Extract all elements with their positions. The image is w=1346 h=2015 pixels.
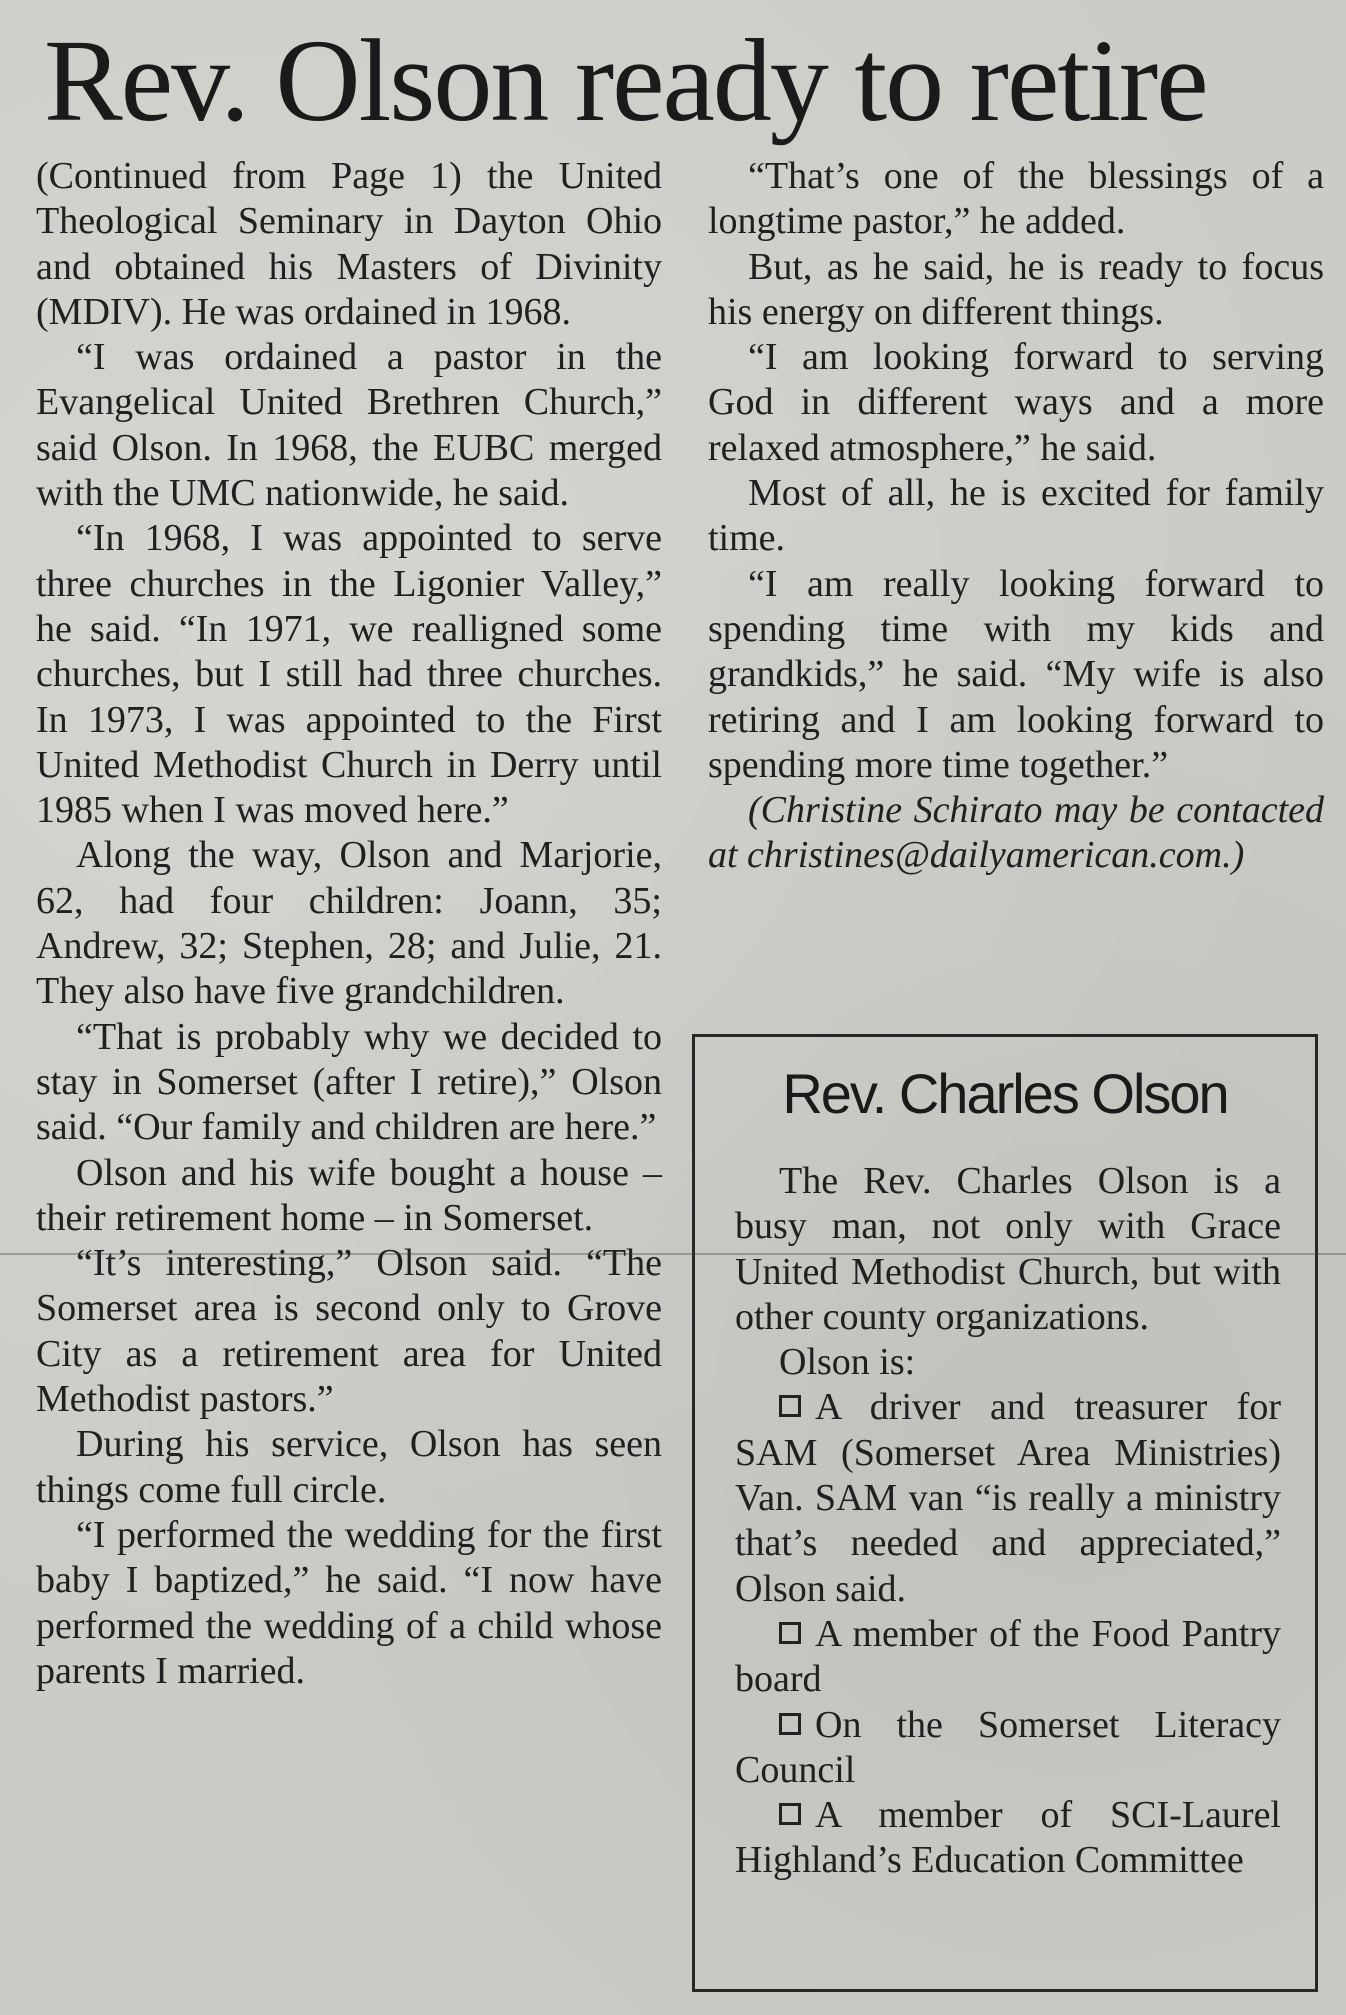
- article-left-column: [36, 154, 662, 1694]
- sidebar-list-item-text: On the Somerset Literacy Council: [735, 1703, 1281, 1791]
- checkbox-icon: [779, 1803, 801, 1825]
- sidebar-body: [735, 1159, 1281, 1884]
- article-paragraph: “It’s interesting,” Olson said. “The Somerset area is second only to Grove City as a retirement area for United Methodist pastors.”: [36, 1242, 662, 1421]
- article-paragraph: Along the way, Olson and Marjorie, 62, had four children: Joann, 35; Andrew, 32; Stephen, 28; and Julie, 21. They also have five grandchildren.: [36, 834, 662, 1013]
- sidebar-intro: The Rev. Charles Olson is a busy man, not only with Grace United Methodist Church, but with other county organizations.: [735, 1160, 1281, 1338]
- checkbox-icon: [779, 1713, 801, 1735]
- sidebar-lead: Olson is:: [779, 1341, 916, 1384]
- contact-note: (Christine Schirato may be contacted at christines@dailyamerican.com.): [708, 789, 1324, 877]
- checkbox-icon: [779, 1622, 801, 1644]
- sidebar-list-item-text: A member of the Food Pantry board: [735, 1612, 1281, 1701]
- checkbox-icon: [779, 1395, 801, 1417]
- article-paragraph: “That is probably why we decided to stay in Somerset (after I retire),” Olson said. “Our family and children are here.”: [36, 1015, 662, 1149]
- sidebar-list-item-text: A member of SCI-Laurel Highland’s Education Committee: [735, 1794, 1281, 1882]
- sidebar-list-item: [735, 1385, 1281, 1611]
- article-paragraph: Olson and his wife bought a house – their retirement home – in Somerset.: [36, 1151, 662, 1239]
- sidebar-list-item: [735, 1703, 1281, 1794]
- sidebar-list-item-text: A driver and treasurer for SAM (Somerset Area Ministries) Van. SAM van “is really a ministry that’s needed and appreciated,” Olson said.: [735, 1386, 1281, 1610]
- sidebar-list-item: [735, 1612, 1281, 1703]
- article-right-column: [708, 154, 1324, 879]
- article-paragraph: “I am looking forward to serving God in different ways and a more relaxed atmosphere,” he said.: [708, 336, 1324, 469]
- article-paragraph: But, as he said, he is ready to focus his energy on different things.: [708, 245, 1324, 333]
- article-paragraph: (Continued from Page 1) the United Theological Seminary in Dayton Ohio and obtained his Masters of Divinity (MDIV). He was ordained in 1968.: [36, 155, 662, 333]
- sidebar-box: [692, 1034, 1318, 1992]
- sidebar-list-item: [735, 1793, 1281, 1884]
- article-paragraph: During his service, Olson has seen things come full circle.: [36, 1423, 662, 1511]
- article-paragraph: “In 1968, I was appointed to serve three churches in the Ligonier Valley,” he said. “In 1971, we realligned some churches, but I still had three churches. In 1973, I was appointed to the First United Methodist Church in Derry until 1985 when I was moved here.”: [36, 517, 662, 832]
- headline: Rev. Olson ready to retire: [44, 15, 1207, 146]
- article-paragraph: “I performed the wedding for the first baby I baptized,” he said. “I now have performed the wedding of a child whose parents I married.: [36, 1513, 662, 1692]
- article-paragraph: Most of all, he is excited for family time.: [708, 472, 1324, 560]
- article-paragraph: “I am really looking forward to spending time with my kids and grandkids,” he said. “My wife is also retiring and I am looking forward to spending more time together.”: [708, 562, 1324, 786]
- article-paragraph: “I was ordained a pastor in the Evangelical United Brethren Church,” said Olson. In 1968, the EUBC merged with the UMC nationwide, he said.: [36, 336, 662, 515]
- page-fold-line: [0, 1253, 1346, 1255]
- article-paragraph: “That’s one of the blessings of a longtime pastor,” he added.: [708, 155, 1324, 243]
- sidebar-title: Rev. Charles Olson: [782, 1062, 1228, 1125]
